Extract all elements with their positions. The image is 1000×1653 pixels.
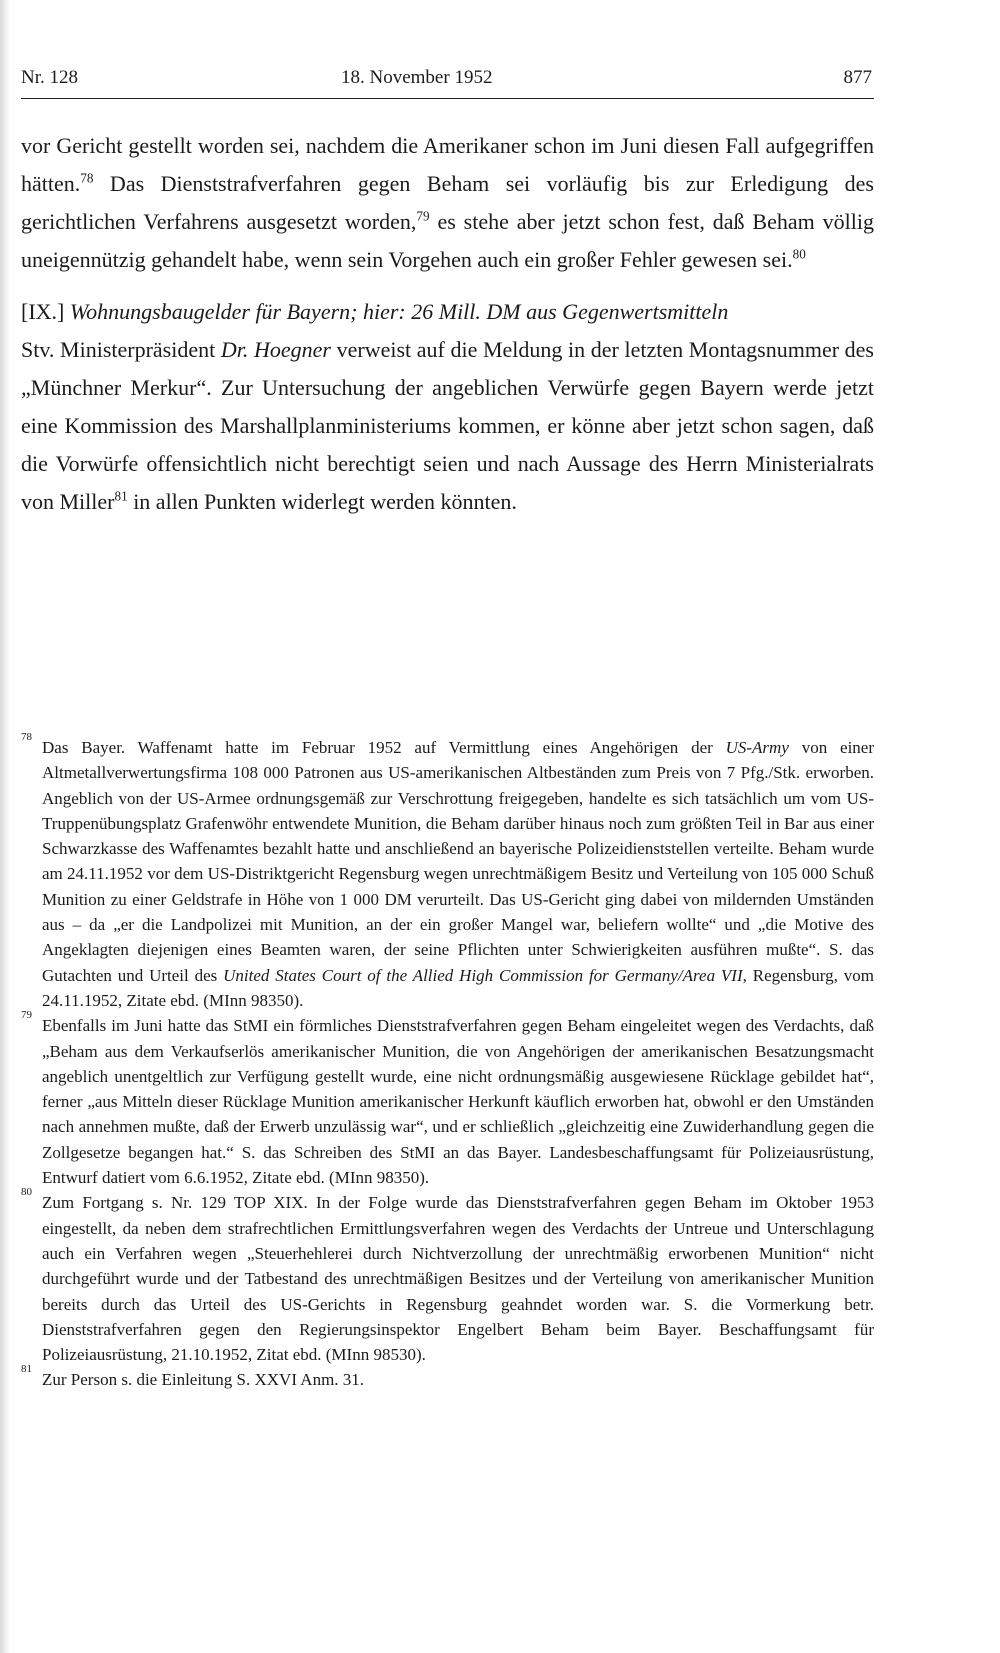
footnote-78 xyxy=(21,731,874,1013)
paragraph1-text-a: vor Gericht gestellt worden sei, nachdem die Amerikaner schon im Juni diesen Fall aufgegriffen hätten. xyxy=(21,133,874,196)
section-number: [IX.] xyxy=(21,299,65,324)
footnote-text-part: Das Bayer. Waffenamt hatte im Februar 1952 auf Vermittlung eines Angehörigen der xyxy=(42,738,726,757)
footnote-number: 79 xyxy=(21,1009,32,1022)
footnote-text: Ebenfalls im Juni hatte das StMI ein förmliches Dienststrafverfahren gegen Beham eingeleitet wegen des Verdachts, daß „Beham aus dem Verkaufserlös amerikanischer Munition, die von Angehörigen der amerikanischen Besatzungsmacht angeblich unentgeltlich zur Verfügung gestellt wurde, eine nicht ordnungsmäßig ausgewiesene Rücklage gebildet hat“, ferner „aus Mitteln dieser Rücklage Munition amerikanischer Herkunft käuflich erworben hat, obwohl er den Umständen nach annehmen mußte, daß der Erwerb unzulässig war“, und er schließlich „gleichzeitig eine Zuwiderhandlung gegen die Zollgesetze begangen hat.“ S. das Schreiben des StMI an das Bayer. Landesbeschaffungsamt für Polizeiausrüstung, Entwurf datiert vom 6.6.1952, Zitate ebd. (MInn 98350). xyxy=(42,1016,874,1188)
footnote-number: 81 xyxy=(21,1363,32,1376)
header-date: 18. November 1952 xyxy=(341,67,493,88)
footnote-ref-79[interactable]: 79 xyxy=(416,208,430,224)
running-header xyxy=(21,66,874,99)
protocol-number: Nr. 128 xyxy=(21,67,78,88)
footnotes xyxy=(21,731,874,1393)
paragraph2-text-a: Stv. Ministerpräsident xyxy=(21,337,221,362)
footnote-ref-81[interactable]: 81 xyxy=(114,488,128,504)
footnote-text-part: von einer Altmetallverwertungsfirma 108 000 Patronen aus US-amerikanischen Altbeständen zum Preis von 7 Pfg./Stk. erworben. Angeblich von der US-Armee ordnungsgemäß zur Verschrottung freigegeben, handelte es sich tatsächlich um vom US-Truppenübungsplatz Grafenwöhr entwendete Munition, die Beham darüber hinaus noch zum größten Teil in Bar aus einer Schwarzkasse des Waffenamtes bezahlt hatte und anschließend an bayerische Polizeidienststellen verteilte. Beham wurde am 24.11.1952 vor dem US-Distriktgericht Regensburg wegen unrechtmäßigem Besitz und Verteilung von 105 000 Schuß Munition zu einer Geldstrafe in Höhe von 1 000 DM verurteilt. Das US-Gericht ging dabei von mildernden Umständen aus – da „er die Landpolizei mit Munition, an der ein großer Mangel war, beliefern wollte“ und „die Motive des Angeklagten diejenigen eines Beamten waren, der seine Pflichten unter Schwierigkeiten ausführen mußte“. S. das Gutachten und Urteil des xyxy=(42,738,874,985)
footnote-italic: US-Army xyxy=(725,738,789,757)
speaker-title: Dr. xyxy=(220,337,249,362)
footnote-text: Zum Fortgang s. Nr. 129 TOP XIX. In der Folge wurde das Dienststrafverfahren gegen Beham im Oktober 1953 eingestellt, da neben dem strafrechtlichen Ermittlungsverfahren wegen des Verdachts der Untreue und Unterschlagung auch ein Verfahren wegen „Steuerhehlerei durch Nichtverzollung der unrechtmäßig erworbenen Munition“ nicht durchgeführt wurde und der Tatbestand des unrechtmäßigen Besitzes und der Verteilung von amerikanischer Munition bereits durch das Urteil des US-Gerichts in Regensburg geahndet worden war. S. die Vormerkung betr. Dienststrafverfahren gegen den Regierungsinspektor Engelbert Beham beim Bayer. Beschaffungsamt für Polizeiausrüstung, 21.10.1952, Zitat ebd. (MInn 98530). xyxy=(42,1193,874,1365)
footnote-ref-80[interactable]: 80 xyxy=(792,246,806,262)
section-title: Wohnungsbaugelder für Bayern; hier: 26 Mill. DM aus Gegenwertsmitteln xyxy=(64,299,729,324)
paragraph1-text-b: Das Dienststrafverfahren gegen Beham sei vorläufig bis zur Erledigung des gerichtlichen Verfahrens ausgesetzt worden, xyxy=(21,171,874,234)
footnote-80 xyxy=(21,1186,874,1367)
footnote-number: 80 xyxy=(21,1186,32,1199)
footnote-text xyxy=(42,738,874,1010)
speaker-name: Hoegner xyxy=(254,337,331,362)
paragraph-continuation xyxy=(21,127,874,279)
main-text xyxy=(21,127,874,521)
footnote-italic: United States Court of the Allied High Commission for Germany/Area VII xyxy=(223,965,743,985)
footnote-text: Zur Person s. die Einleitung S. XXVI Anm. 31. xyxy=(42,1370,365,1390)
footnote-ref-78[interactable]: 78 xyxy=(80,170,94,186)
paragraph2-text-c: in allen Punkten widerlegt werden könnten. xyxy=(127,489,517,514)
footnote-number: 78 xyxy=(21,731,32,743)
paragraph-hoegner xyxy=(21,331,874,521)
section-heading xyxy=(21,293,874,331)
footnote-79 xyxy=(21,1009,874,1190)
paragraph1-text-c: es stehe aber jetzt schon fest, daß Beham völlig uneigennützig gehandelt habe, wenn sein Vorgehen auch ein großer Fehler gewesen sei. xyxy=(21,209,874,272)
footnote-81 xyxy=(21,1363,874,1392)
footnote-text-part: , Regensburg, vom 24.11.1952, Zitate ebd. (MInn 98350). xyxy=(42,965,874,1010)
page-number: 877 xyxy=(843,67,872,88)
page-edge-shadow xyxy=(0,0,10,1653)
paragraph2-text-b: verweist auf die Meldung in der letzten Montagsnummer des „Münchner Merkur“. Zur Untersuchung der angeblichen Verwürfe gegen Bayern werde jetzt eine Kommission des Marshallplanministeriums kommen, er könne aber jetzt schon sagen, daß die Vorwürfe offensichtlich nicht berechtigt seien und nach Aussage des Herrn Ministerialrats von Miller xyxy=(21,337,874,514)
